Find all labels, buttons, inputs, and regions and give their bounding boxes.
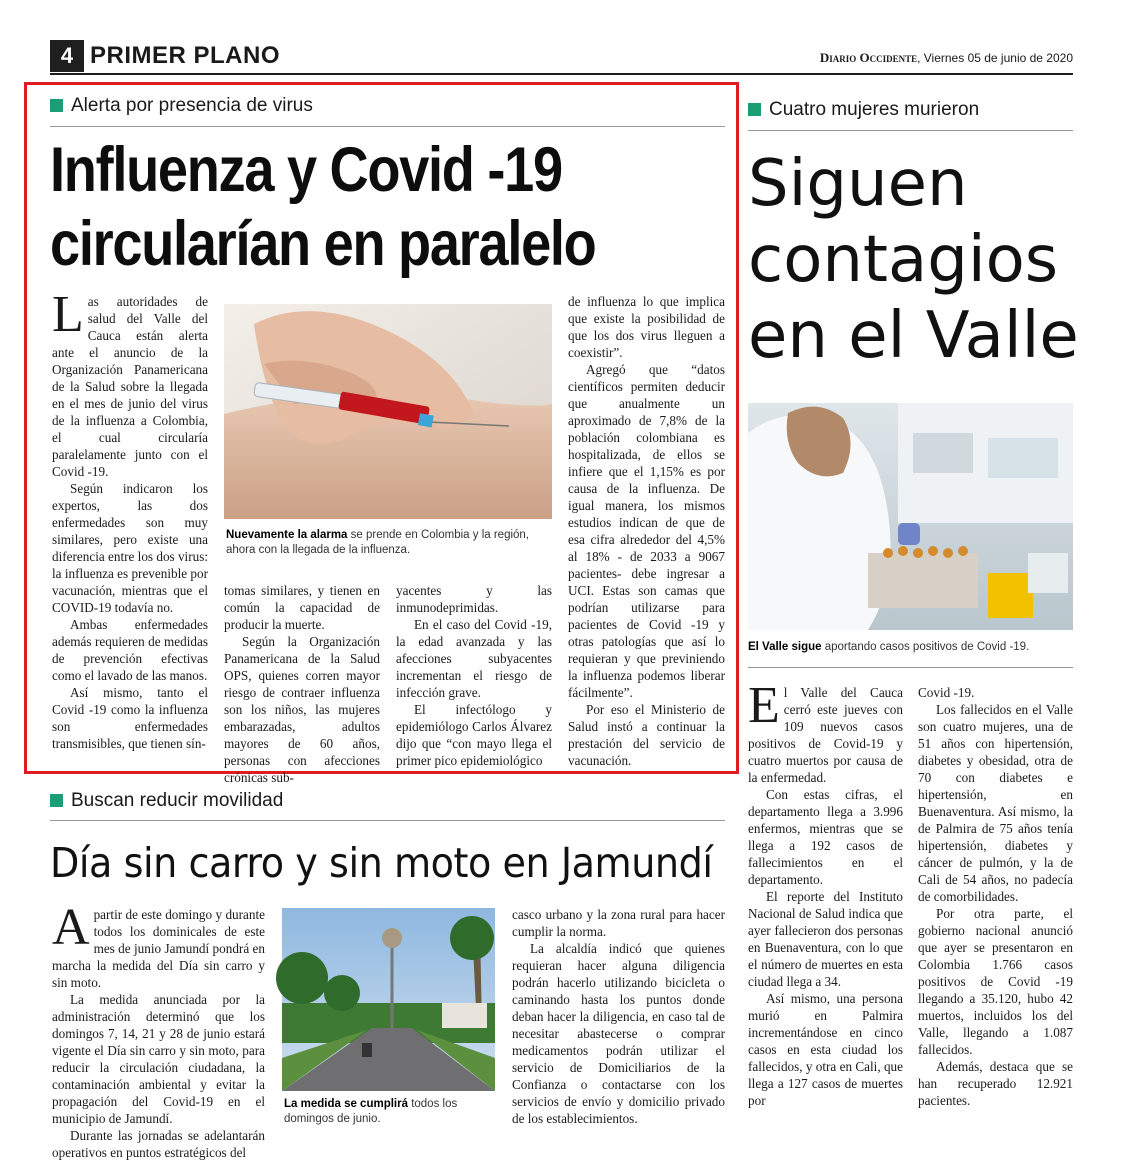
article2-rule	[748, 130, 1073, 131]
article1-caption-text: se prende en Colombia y la región, ahora con la llegada de la influenza.	[226, 529, 530, 556]
section-name: PRIMER PLANO	[90, 42, 281, 69]
article1-kicker-text: Alerta por presencia de virus	[71, 95, 313, 116]
issue-date: , Viernes 05 de junio de 2020	[917, 51, 1073, 65]
article2-caption	[748, 640, 1073, 655]
section-number: 4	[50, 40, 84, 72]
article1-col3-p2: En el caso del Covid -19, la edad avanzada y las afecciones subyacentes incrementan el riesgo de infección grave.	[396, 617, 552, 700]
article2-col1-p2: Con estas cifras, el departamento llega a 3.996 enfermos, mientras que se llega a 192 casos de fallecimientos en el departamento.	[748, 787, 903, 887]
article1-caption-bold: Nuevamente la alarma	[226, 529, 348, 541]
article1-kicker	[50, 94, 313, 118]
kicker-square-icon	[748, 103, 761, 116]
article2-col2-p3: Por otra parte, el gobierno nacional anunció que ayer se presentaron en Colombia 1.766 casos positivos de Covid -19 llegando a 35.120, hubo 42 muertos, incluidos los del Valle, llegando a 1.087 fallecidos.	[918, 906, 1073, 1057]
article3-dropcap: A	[52, 899, 90, 956]
article2-headline-line2: contagios	[748, 223, 1059, 297]
article1-col1	[52, 286, 209, 770]
article1-col2	[224, 582, 380, 785]
article3-kicker	[50, 789, 283, 813]
article2-col1-p1: l Valle del Cauca cerró este jueves con 109 nuevos casos positivos de Covid-19 y cuatro muertos por causa de la enfermedad.	[748, 685, 903, 785]
kicker-square-icon	[50, 99, 63, 112]
article1-col4-p2: Agregó que “datos científicos permiten deducir que anualmente un aproximado de 7,8% de la población colombiana es hospitalizada, de ellos se infiere que el 1,15% es por causa de la influenza. De igual manera, los mismos estudios indican de que de esa cifra alrededor del 4,5% al 18% - de 2033 a 9067 pacientes- debe ingresar a UCI. Estas son camas que podrían utilizarse para pacientes de Covid -19 y otras patologías que así lo requieran y que previniendo la influenza podemos liberar fácilmente”.	[568, 362, 725, 700]
syringe-photo	[224, 304, 552, 519]
article2-headline-line1: Siguen	[748, 147, 968, 221]
article1-col2-p1: tomas similares, y tienen en común la capacidad de producir la muerte.	[224, 583, 380, 632]
article2-col2-p2: Los fallecidos en el Valle son cuatro mujeres, una de 51 años con hipertensión, diabetes y obesidad, otra de 70 con diabetes e hipertensión, en Buenaventura. Así mismo, la de Palmira de 75 años tenía hipertensión, diabetes y cáncer de pulmón, y la de Cali de 54 años, no padecía de comorbilidades.	[918, 702, 1073, 904]
article1-col1-p3: Ambas enfermedades además requieren de medidas de prevención efectivas como el lavado de las manos.	[52, 617, 208, 683]
article1-headline-line1: Influenza y Covid -19	[50, 135, 562, 205]
article2-col2	[918, 684, 1073, 1130]
article1-dropcap: L	[52, 286, 84, 343]
article1-col1-p2: Según indicaron los expertos, las dos enfermedades son muy similares, pero existe una diferencia entre los dos virus: la influenza es prevenible por vacunación, mientras que el COVID-19 todavía no.	[52, 481, 209, 615]
article3-col1-p1: partir de este domingo y durante todos los dominicales de este mes de junio Jamundí pondrá en marcha la medida del Día sin carro y sin moto.	[52, 907, 265, 990]
article3-col3-p2: La alcaldía indicó que quienes requieran hacer alguna diligencia podrán hacerlo utilizando bicicleta o caminando hasta los puntos donde deban hacer la diligencia, en caso tal de necesitar abastecerse o comprar medicamentos podrán utilizar el servicio de Domiciliarios de la Confianza o contactarse con los servicios de envío y domicilio privado de los establecimientos.	[512, 941, 725, 1126]
article1-col4-p1: de influenza lo que implica que existe la posibilidad de que los dos virus lleguen a coexistir”.	[568, 294, 725, 360]
paper-name: Diario Occidente	[819, 50, 918, 65]
article3-caption-text: todos los domingos de junio.	[284, 1098, 458, 1125]
article3-caption	[284, 1097, 497, 1127]
kicker-square-icon	[50, 794, 63, 807]
article1-col3-p3: El infectólogo y epidemiólogo Carlos Álvarez dijo que “con mayo llega el primer pico epidemiológico	[396, 702, 552, 768]
article3-col1-p2: La medida anunciada por la administración determinó que los domingos 7, 14, 21 y 28 de junio estará vigente el Día sin carro y sin moto, para reducir la circulación ciudadana, la contaminación ambiental y evitar la propagación del Covid-19 en el municipio de Jamundí.	[52, 992, 265, 1126]
article1-headline-line2: circularían en paralelo	[50, 209, 596, 279]
header-rule	[50, 73, 1073, 75]
article2-col1-p3: El reporte del Instituto Nacional de Salud indica que ayer fallecieron dos personas en Buenaventura, con lo que el número de muertes en esta ciudad llega a 34.	[748, 889, 903, 989]
article1-col3-p1: yacentes y las inmunodeprimidas.	[396, 583, 552, 615]
masthead	[820, 50, 1073, 66]
article1-col4	[568, 293, 725, 770]
article2-caption-rule	[748, 667, 1073, 668]
article2-dropcap: E	[748, 677, 780, 734]
article2-col2-p4: Además, destaca que se han recuperado 12.921 pacientes.	[918, 1059, 1073, 1108]
street-photo	[282, 908, 495, 1091]
article3-col3	[512, 906, 725, 1130]
article2-kicker	[748, 98, 979, 122]
article3-col1	[52, 899, 265, 1160]
article1-rule	[50, 126, 725, 127]
article2-col1-p4: Así mismo, una persona murió en Palmira incrementándose en cinco casos en esta ciudad los fallecidos, y otra en Cali, que llega a 127 casos de muertes por	[748, 991, 903, 1108]
article3-col1-p3: Durante las jornadas se adelantarán operativos en puntos estratégicos del	[52, 1128, 265, 1160]
article1-col1-p1: as autoridades de salud del Valle del Cauca están alerta ante el anuncio de la Organización Panamericana de la Salud sobre la llegada en el mes de junio del virus de la influenza a Colombia, el cual circularía paralelamente junto con el Covid -19.	[52, 294, 208, 479]
article2-caption-text: aportando casos positivos de Covid -19.	[821, 641, 1030, 653]
article3-rule	[50, 820, 725, 821]
article1-caption	[226, 528, 552, 558]
article2-caption-bold: El Valle sigue	[748, 641, 822, 653]
article1-col2-p2: Según la Organización Panamericana de la Salud OPS, quienes corren mayor riesgo de contraer influenza son los niños, las mujeres embarazadas, adultos mayores de 60 años, personas con afecciones crónicas sub-	[224, 634, 380, 785]
article3-col3-p1: casco urbano y la zona rural para hacer cumplir la norma.	[512, 907, 725, 939]
article1-col4-p3: Por eso el Ministerio de Salud instó a continuar la prestación del servicio de vacunación.	[568, 702, 725, 768]
article1-col1-p4: Así mismo, tanto el Covid -19 como la influenza son enfermedades transmisibles, que tienen sín-	[52, 685, 208, 751]
article2-kicker-text: Cuatro mujeres murieron	[769, 99, 980, 120]
article2-col1	[748, 677, 903, 1130]
article2-headline-line3: en el Valle	[748, 299, 1079, 373]
article3-caption-bold: La medida se cumplirá	[284, 1098, 408, 1110]
article1-col3	[396, 582, 552, 770]
article3-kicker-text: Buscan reducir movilidad	[71, 790, 284, 811]
article3-headline: Día sin carro y sin moto en Jamundí	[50, 839, 713, 887]
article2-col2-p1: Covid -19.	[918, 685, 975, 700]
lab-photo	[748, 403, 1073, 630]
